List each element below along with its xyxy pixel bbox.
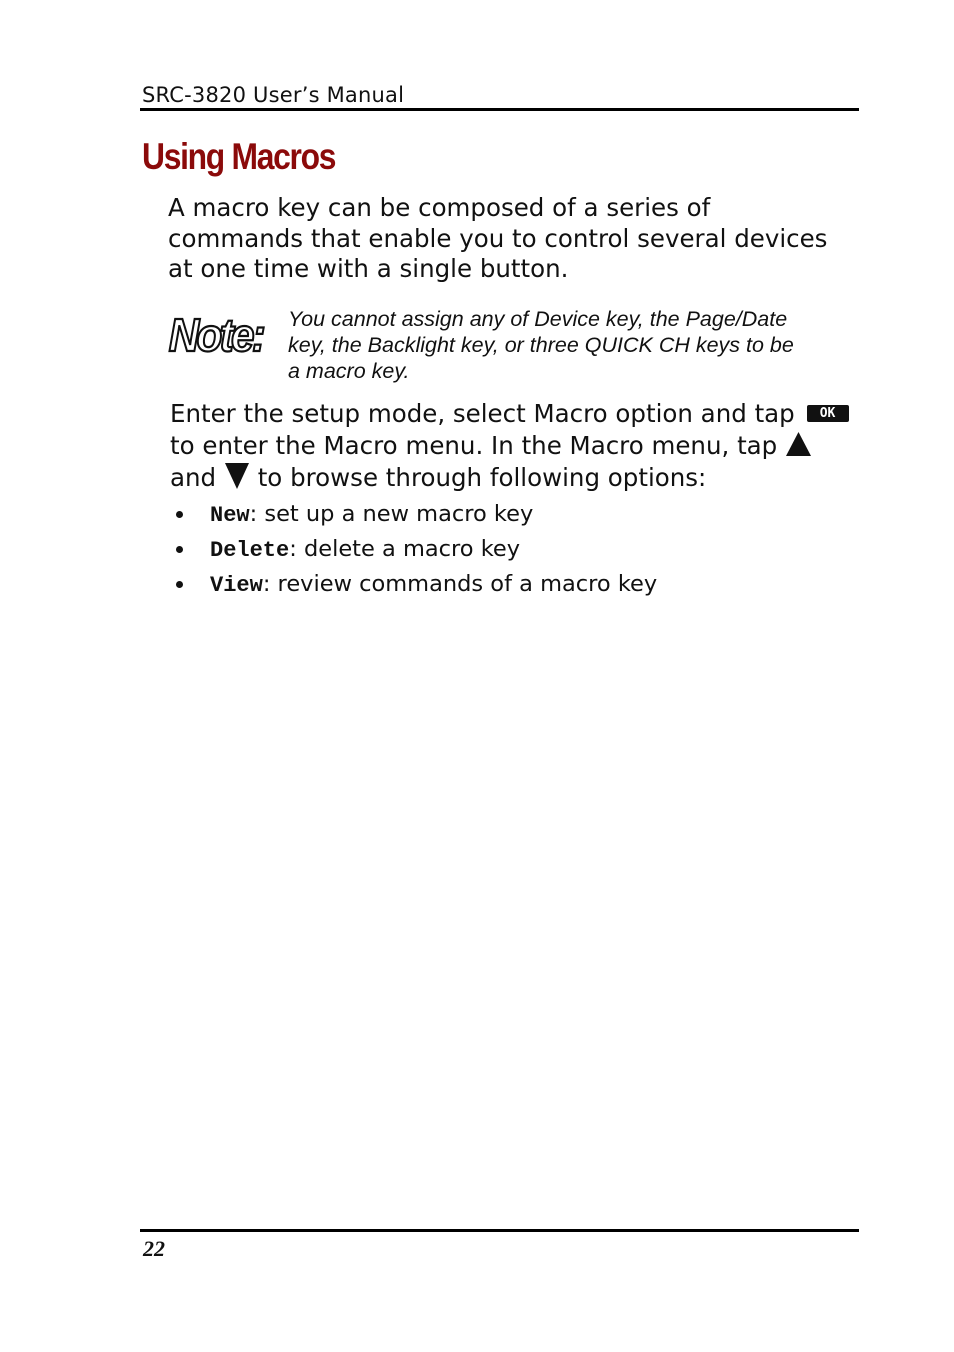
option-term: Delete — [210, 538, 290, 563]
option-description: delete a macro key — [296, 536, 521, 562]
note-line: a macro key. — [288, 359, 410, 383]
option-separator: : — [289, 536, 297, 562]
instructions-line-3 — [170, 462, 860, 494]
running-header: SRC-3820 User’s Manual — [142, 83, 405, 107]
option-separator: : — [249, 501, 258, 527]
option-description: set up a new macro key — [257, 501, 534, 527]
instructions-line-2 — [170, 430, 860, 462]
intro-line: commands that enable you to control several devices — [168, 223, 828, 253]
instructions-text: to browse through following options: — [257, 463, 707, 492]
page-number: 22 — [143, 1236, 165, 1261]
bullet-icon — [176, 581, 183, 588]
triangle-up-icon — [785, 431, 812, 457]
note-logo-text: Note: — [168, 310, 264, 362]
note-line: key, the Backlight key, or three QUICK CH keys to be — [288, 333, 794, 357]
intro-paragraph — [168, 193, 858, 285]
list-item — [170, 498, 860, 533]
bullet-icon — [176, 546, 183, 553]
instructions-paragraph — [170, 398, 860, 494]
option-separator: : — [262, 571, 271, 597]
section-title: Using Macros — [142, 136, 336, 177]
option-term: New — [210, 503, 250, 528]
header-rule — [140, 108, 859, 111]
note-logo-icon — [166, 306, 270, 362]
instructions-text: and — [170, 463, 217, 492]
note-text — [288, 306, 848, 384]
list-item — [170, 568, 860, 603]
option-term: View — [210, 573, 263, 598]
bullet-icon — [176, 511, 183, 518]
ok-key-icon: OK — [807, 405, 849, 422]
note-line: You cannot assign any of Device key, the Page/Date — [288, 307, 788, 331]
instructions-line-1 — [170, 398, 860, 430]
instructions-text: to enter the Macro menu. In the Macro menu, tap — [170, 431, 778, 460]
footer-rule — [140, 1229, 859, 1232]
list-item — [170, 533, 860, 568]
option-description: review commands of a macro key — [270, 571, 658, 597]
options-list — [170, 498, 860, 603]
intro-line: A macro key can be composed of a series of — [168, 193, 711, 222]
intro-line: at one time with a single button. — [168, 254, 569, 283]
instructions-text: Enter the setup mode, select Macro option and tap — [170, 399, 795, 428]
triangle-down-icon — [224, 462, 250, 490]
